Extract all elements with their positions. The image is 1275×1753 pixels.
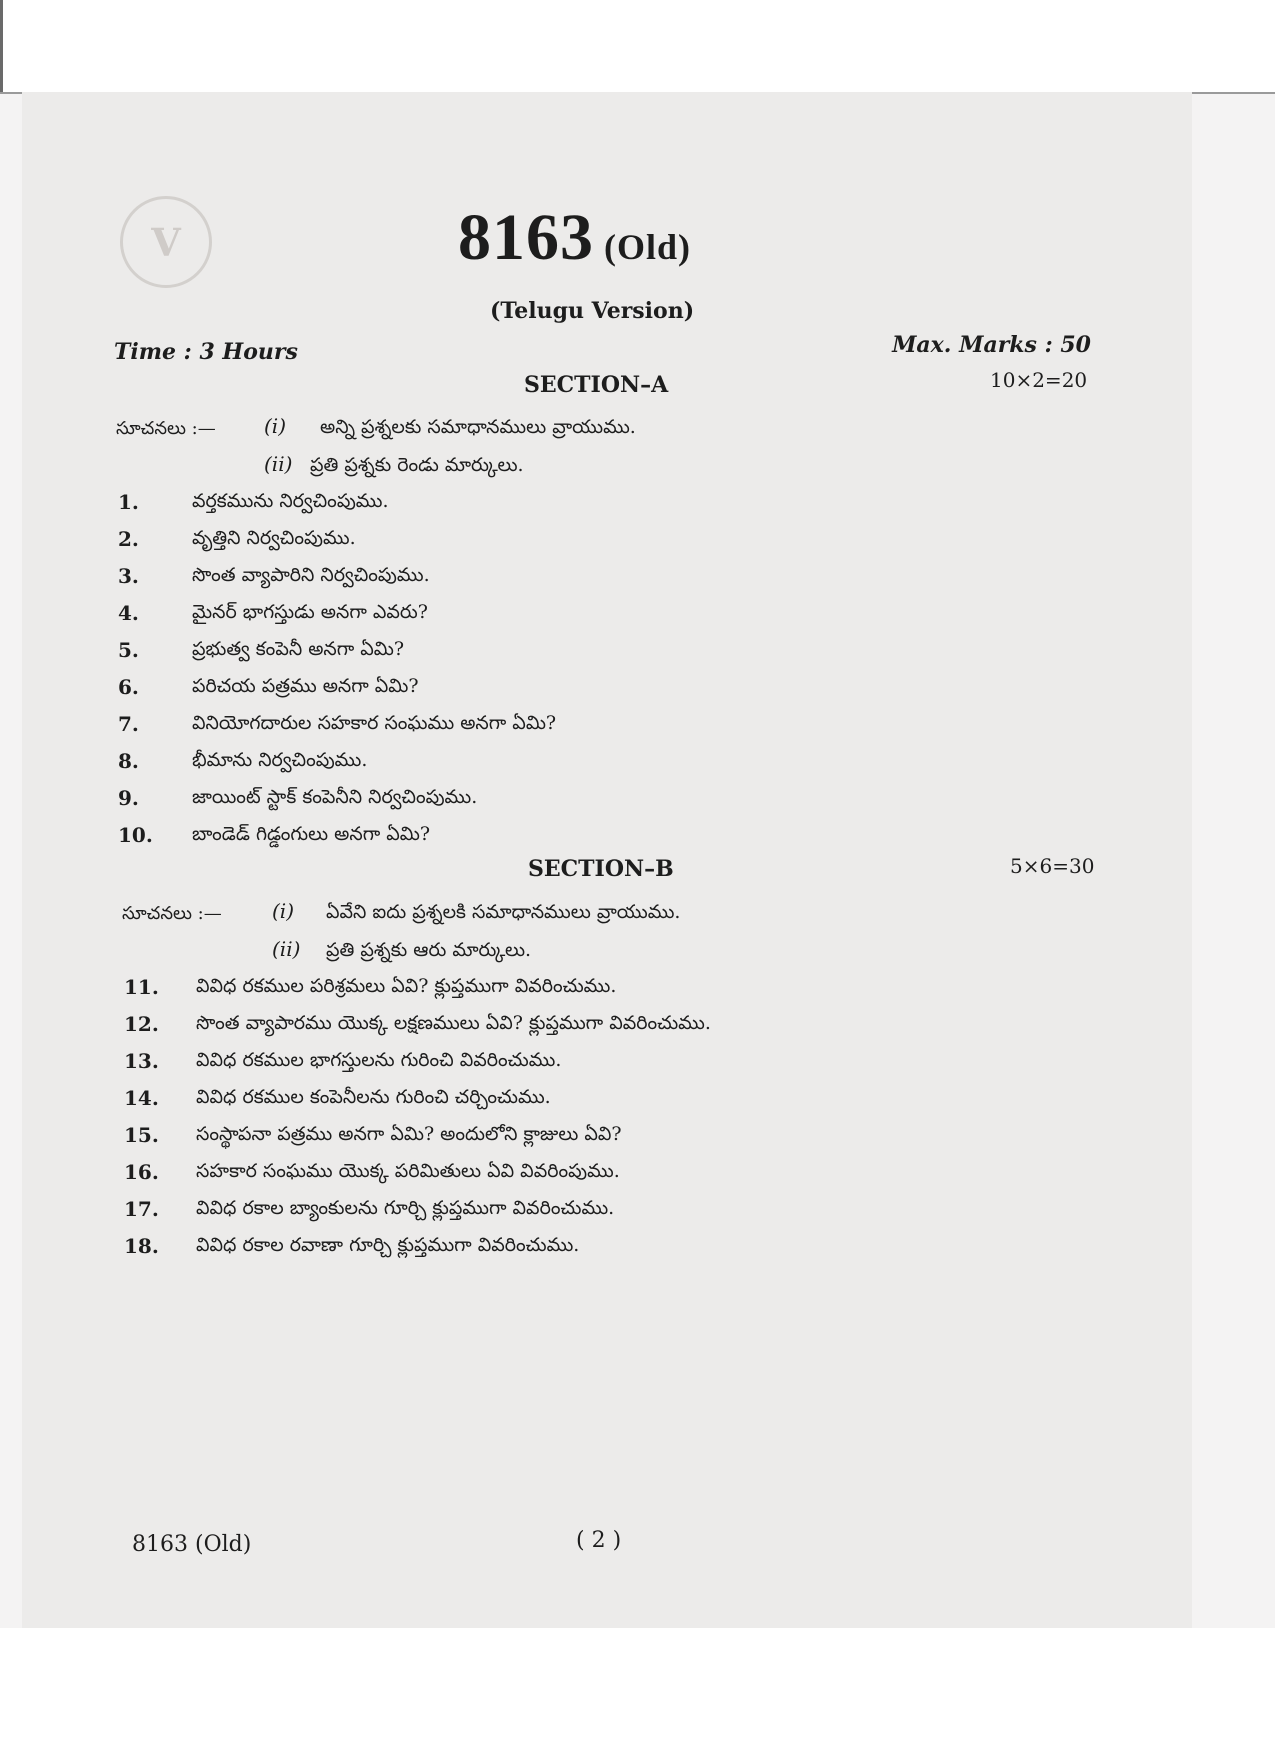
- paper-code: 8163: [458, 201, 594, 274]
- question-text: జాయింట్ స్టాక్ కంపెనీని నిర్వచింపుము.: [192, 786, 478, 808]
- question-number: 13.: [124, 1049, 159, 1073]
- question-number: 1.: [118, 490, 139, 514]
- question-text: సొంత వ్యాపారము యొక్క లక్షణములు ఏవి? క్లుప్తముగా వివరించుము.: [196, 1012, 711, 1034]
- question-text: సొంత వ్యాపారిని నిర్వచింపుము.: [192, 564, 430, 586]
- question-number: 18.: [124, 1234, 159, 1258]
- scanner-margin-top: [0, 0, 1275, 94]
- section-b-notes-label: సూచనలు :—: [122, 903, 222, 924]
- version-label: (Telugu Version): [490, 298, 695, 324]
- question-text: సంస్థాపనా పత్రము అనగా ఏమి? అందులోని క్లాజులు ఏవి?: [196, 1123, 622, 1145]
- question-text: మైనర్ భాగస్తుడు అనగా ఎవరు?: [192, 601, 428, 623]
- question-text: వివిధ రకముల భాగస్తులను గురించి వివరించుము.: [196, 1049, 562, 1071]
- section-a-notes-label: సూచనలు :—: [116, 418, 216, 439]
- question-text: భీమాను నిర్వచింపుము.: [192, 749, 368, 771]
- section-a-note-text: అన్ని ప్రశ్నలకు సమాధానములు వ్రాయుము.: [320, 416, 636, 438]
- question-text: వివిధ రకాల రవాణా గూర్చి క్లుప్తముగా వివరించుము.: [196, 1234, 580, 1256]
- question-text: పరిచయ పత్రము అనగా ఏమి?: [192, 675, 419, 697]
- question-text: వివిధ రకముల పరిశ్రమలు ఏవి? క్లుప్తముగా వివరించుము.: [196, 975, 617, 997]
- question-number: 2.: [118, 527, 139, 551]
- question-number: 17.: [124, 1197, 159, 1221]
- time-allowed: Time : 3 Hours: [114, 339, 298, 365]
- question-number: 12.: [124, 1012, 159, 1036]
- scanner-edge: [0, 0, 3, 92]
- section-b-note-num: (i): [272, 899, 295, 923]
- stamp-seal: [120, 196, 212, 288]
- section-a-note-num: (i): [264, 414, 287, 438]
- section-a-note-num: (ii): [264, 452, 293, 476]
- section-a-marks: 10×2=20: [990, 368, 1088, 392]
- section-b-title: SECTION–B: [528, 856, 674, 882]
- section-a-title: SECTION–A: [524, 372, 669, 398]
- section-b-marks: 5×6=30: [1010, 854, 1095, 878]
- question-number: 16.: [124, 1160, 159, 1184]
- section-a-note-text: ప్రతి ప్రశ్నకు రెండు మార్కులు.: [310, 454, 524, 476]
- section-b-note-text: ఏవేని ఐదు ప్రశ్నలకి సమాధానములు వ్రాయుము.: [326, 901, 681, 923]
- question-number: 4.: [118, 601, 139, 625]
- section-b-note-num: (ii): [272, 937, 301, 961]
- question-text: వర్తకమును నిర్వచింపుము.: [192, 490, 389, 512]
- stamp-letter: V: [151, 219, 181, 265]
- question-text: వివిధ రకాల బ్యాంకులను గూర్చి క్లుప్తముగా వివరించుము.: [196, 1197, 615, 1219]
- max-marks: Max. Marks : 50: [892, 332, 1091, 358]
- question-number: 10.: [118, 823, 153, 847]
- question-number: 7.: [118, 712, 139, 736]
- question-text: వివిధ రకముల కంపెనీలను గురించి చర్చించుము.: [196, 1086, 551, 1108]
- question-number: 15.: [124, 1123, 159, 1147]
- question-number: 6.: [118, 675, 139, 699]
- section-b-note-text: ప్రతి ప్రశ్నకు ఆరు మార్కులు.: [326, 939, 532, 961]
- question-text: వినియోగదారుల సహకార సంఘము అనగా ఏమి?: [192, 712, 557, 734]
- question-number: 5.: [118, 638, 139, 662]
- page-number: ( 2 ): [576, 1528, 622, 1553]
- question-number: 3.: [118, 564, 139, 588]
- paper-code-suffix: (Old): [604, 227, 692, 267]
- question-text: సహకార సంఘము యొక్క పరిమితులు ఏవి వివరింపుము.: [196, 1160, 620, 1182]
- paper-code-title: [458, 201, 692, 274]
- question-text: ప్రభుత్వ కంపెనీ అనగా ఏమి?: [192, 638, 405, 660]
- question-number: 11.: [124, 975, 159, 999]
- scanner-margin-bottom: [0, 1628, 1275, 1753]
- question-number: 14.: [124, 1086, 159, 1110]
- question-text: బాండెడ్ గిడ్డంగులు అనగా ఏమి?: [192, 823, 431, 845]
- footer-paper-code: 8163 (Old): [132, 1532, 252, 1557]
- question-number: 8.: [118, 749, 139, 773]
- question-text: వృత్తిని నిర్వచింపుము.: [192, 527, 356, 549]
- question-number: 9.: [118, 786, 139, 810]
